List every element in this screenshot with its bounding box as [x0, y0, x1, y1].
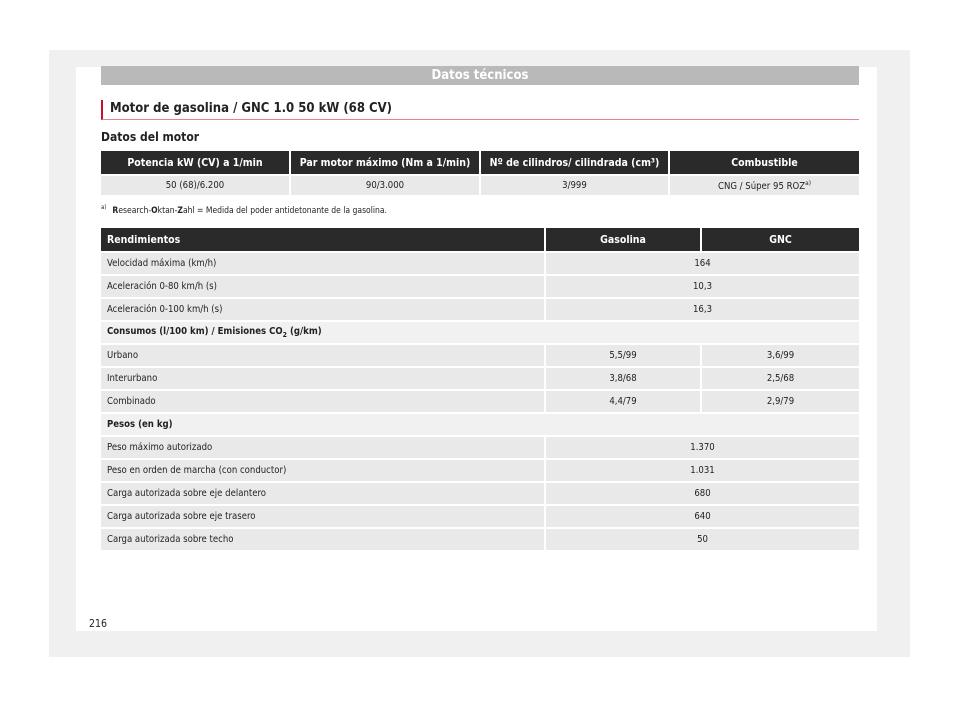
table-cell: 3,8/68: [546, 368, 702, 391]
table-cell: 3,6/99: [702, 345, 859, 368]
row-label: Velocidad máxima (km/h): [101, 253, 546, 276]
table-row: [101, 506, 859, 529]
table-cell: 164: [546, 253, 859, 276]
table-cell: 50 (68)/6.200: [101, 176, 291, 197]
table-cell: 2,5/68: [702, 368, 859, 391]
table-cell: [670, 176, 859, 197]
section-text: Consumos (l/100 km) / Emisiones CO: [107, 326, 283, 338]
table-cell: 10,3: [546, 276, 859, 299]
row-label: Carga autorizada sobre techo: [101, 529, 546, 552]
table-cell: 90/3.000: [291, 176, 481, 197]
section-row: [101, 414, 859, 437]
table-row: [101, 437, 859, 460]
row-label: Combinado: [101, 391, 546, 414]
row-label: Carga autorizada sobre eje trasero: [101, 506, 546, 529]
row-label: Interurbano: [101, 368, 546, 391]
footnote-text: ahl = Medida del poder antidetonante de la gasolina.: [182, 205, 387, 216]
consumption-section-label: [101, 322, 859, 345]
footnote-bold: R: [112, 205, 119, 216]
row-label: Aceleración 0-100 km/h (s): [101, 299, 546, 322]
table-cell: 640: [546, 506, 859, 529]
table-cell: 3/999: [481, 176, 670, 197]
footnote-text: esearch-: [118, 205, 152, 216]
column-header: Gasolina: [546, 228, 702, 253]
table-header-row: [101, 151, 859, 176]
table-cell: 2,9/79: [702, 391, 859, 414]
table-row: [101, 253, 859, 276]
column-header: GNC: [702, 228, 859, 253]
table-row: [101, 299, 859, 322]
table-row: [101, 460, 859, 483]
table-cell: 5,5/99: [546, 345, 702, 368]
column-header: Combustible: [670, 151, 859, 176]
performance-table: [101, 228, 859, 552]
page-number: 216: [89, 618, 108, 630]
table-cell: 1.031: [546, 460, 859, 483]
table-row: [101, 176, 859, 197]
column-header: Par motor máximo (Nm a 1/min): [291, 151, 481, 176]
row-label: Carga autorizada sobre eje delantero: [101, 483, 546, 506]
section-text: (g/km): [287, 326, 322, 338]
table-row: [101, 276, 859, 299]
footnote-bold: Z: [177, 205, 183, 216]
footnote-text: ktan-: [157, 205, 178, 216]
table-cell: 16,3: [546, 299, 859, 322]
footnote-marker: a): [101, 204, 107, 211]
table-cell: 4,4/79: [546, 391, 702, 414]
table-cell: 680: [546, 483, 859, 506]
column-header: Rendimientos: [101, 228, 546, 253]
footnote-marker: a): [805, 178, 812, 187]
page-title: Motor de gasolina / GNC 1.0 50 kW (68 CV): [101, 100, 859, 120]
footnote: [101, 204, 387, 216]
chapter-header: Datos técnicos: [101, 66, 859, 85]
table-row: [101, 529, 859, 552]
engine-data-table: [101, 151, 859, 197]
table-row: [101, 345, 859, 368]
column-header: Nº de cilindros/ cilindrada (cm³): [481, 151, 670, 176]
row-label: Peso en orden de marcha (con conductor): [101, 460, 546, 483]
section-heading: Datos del motor: [101, 130, 200, 144]
row-label: Peso máximo autorizado: [101, 437, 546, 460]
row-label: Aceleración 0-80 km/h (s): [101, 276, 546, 299]
table-row: [101, 368, 859, 391]
table-cell: 1.370: [546, 437, 859, 460]
table-row: [101, 483, 859, 506]
weights-section-label: Pesos (en kg): [101, 414, 859, 437]
table-header-row: [101, 228, 859, 253]
row-label: Urbano: [101, 345, 546, 368]
column-header: Potencia kW (CV) a 1/min: [101, 151, 291, 176]
section-row: [101, 322, 859, 345]
table-row: [101, 391, 859, 414]
fuel-value: CNG / Súper 95 ROZ: [717, 181, 806, 193]
subscript: 2: [282, 330, 288, 339]
footnote-bold: O: [151, 205, 158, 216]
table-cell: 50: [546, 529, 859, 552]
